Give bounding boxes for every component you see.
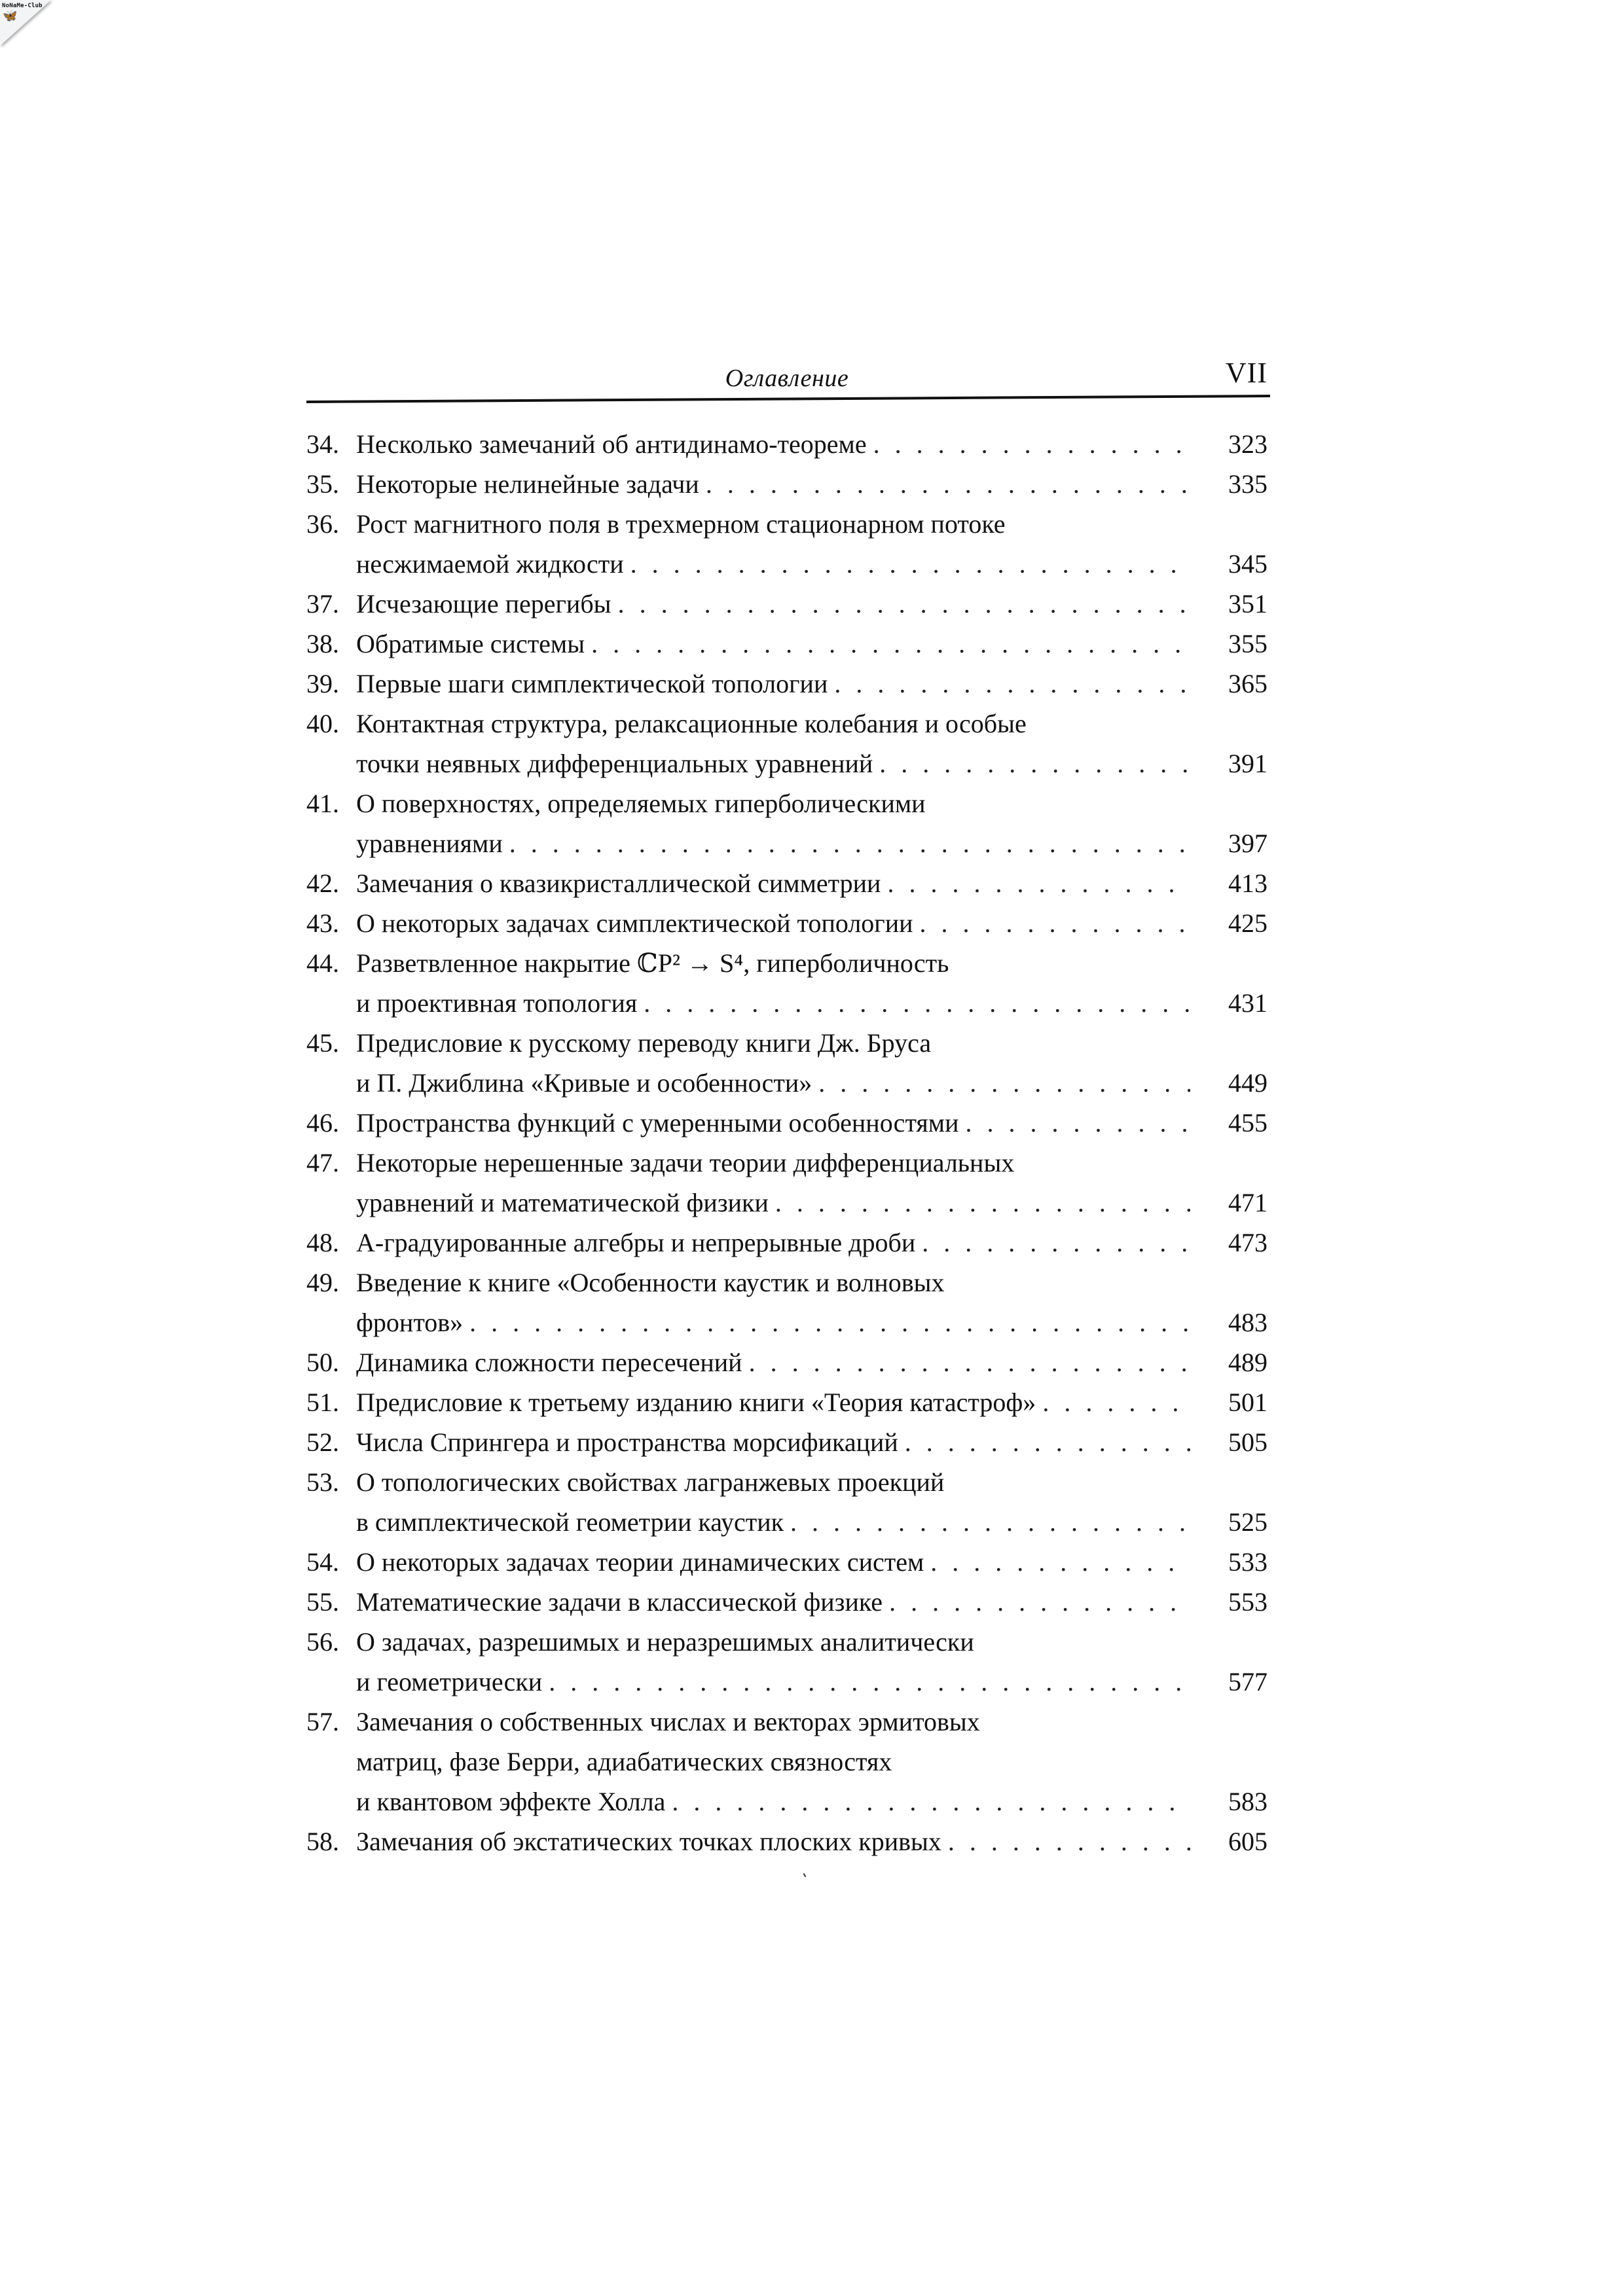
dot-leader xyxy=(549,1662,1190,1702)
dot-leader xyxy=(644,983,1190,1023)
entry-title[interactable]: точки неявных дифференциальных уравнений xyxy=(356,744,879,783)
entry-number: 42. xyxy=(306,869,339,898)
entry-number: 46. xyxy=(306,1108,339,1138)
toc-entry-line xyxy=(306,783,1267,823)
entry-number: 39. xyxy=(306,669,339,698)
entry-title[interactable]: Предисловие к третьему изданию книги «Теория катастроф» xyxy=(356,1382,1042,1422)
toc-entry[interactable] xyxy=(306,1223,1267,1263)
toc-entry[interactable] xyxy=(306,1821,1267,1861)
dot-leader xyxy=(469,1302,1190,1342)
entry-number: 50. xyxy=(306,1348,339,1377)
toc-entry[interactable] xyxy=(306,504,1267,584)
entry-number: 51. xyxy=(306,1388,339,1417)
toc-entry-line xyxy=(306,1143,1267,1183)
entry-number: 53. xyxy=(306,1467,339,1497)
toc-entry-last-line xyxy=(306,584,1267,624)
dot-leader xyxy=(509,823,1190,863)
toc-entry-last-line xyxy=(306,1582,1267,1622)
toc-entry-line xyxy=(356,1742,1267,1782)
toc-entry-line xyxy=(306,1702,1267,1742)
dot-leader xyxy=(922,1223,1190,1263)
entry-title[interactable]: О поверхностях, определяемых гиперболическими xyxy=(356,783,932,823)
toc-entry[interactable] xyxy=(306,1382,1267,1422)
entry-number: 47. xyxy=(306,1148,339,1177)
entry-title[interactable]: Предисловие к русскому переводу книги Дж. Бруса xyxy=(356,1023,938,1063)
entry-number: 49. xyxy=(306,1268,339,1297)
entry-title[interactable]: и квантовом эффекте Холла xyxy=(356,1782,672,1821)
entry-title[interactable]: Разветвленное накрытие ℂP² → S⁴, гиперболичность xyxy=(356,943,955,983)
entry-title[interactable]: Первые шаги симплектической топологии xyxy=(356,664,834,704)
page-number[interactable]: 355 xyxy=(1228,629,1267,658)
page-number[interactable]: 413 xyxy=(1228,869,1267,898)
page-number[interactable]: 605 xyxy=(1228,1827,1267,1856)
toc-entry-last-line xyxy=(356,544,1267,584)
entry-number: 38. xyxy=(306,629,339,658)
page-number[interactable]: 449 xyxy=(1228,1068,1267,1098)
dot-leader xyxy=(775,1183,1190,1223)
entry-title[interactable]: Некоторые нелинейные задачи xyxy=(356,464,706,504)
toc-entry-last-line xyxy=(306,1422,1267,1462)
entry-title[interactable]: матриц, фазе Берри, адиабатических связностях xyxy=(356,1742,898,1782)
entry-title[interactable]: уравнений и математической физики xyxy=(356,1183,775,1223)
toc-entry[interactable] xyxy=(306,1023,1267,1103)
page-number[interactable]: 553 xyxy=(1228,1587,1267,1617)
page-number[interactable]: 425 xyxy=(1228,908,1267,938)
entry-number: 45. xyxy=(306,1028,339,1058)
entry-title[interactable]: и геометрически xyxy=(356,1662,549,1702)
toc-entry-last-line xyxy=(306,1342,1267,1382)
entry-number: 57. xyxy=(306,1707,339,1736)
page-number[interactable]: 525 xyxy=(1228,1507,1267,1537)
page-number[interactable]: 577 xyxy=(1228,1667,1267,1696)
page-number[interactable]: 533 xyxy=(1228,1547,1267,1577)
toc-entry[interactable] xyxy=(306,1582,1267,1622)
dot-leader xyxy=(920,903,1190,943)
toc-entry-last-line xyxy=(306,624,1267,664)
running-head xyxy=(306,353,1267,401)
page-number[interactable]: 335 xyxy=(1228,469,1267,499)
page-number[interactable]: 483 xyxy=(1228,1308,1267,1337)
toc-entry-last-line xyxy=(306,1542,1267,1582)
page-number[interactable]: 431 xyxy=(1228,988,1267,1018)
toc-entry-line xyxy=(306,704,1267,744)
toc-entry-last-line xyxy=(356,983,1267,1023)
running-title: Оглавление xyxy=(725,365,849,392)
page-number[interactable]: 365 xyxy=(1228,669,1267,698)
scan-speck xyxy=(803,1873,807,1877)
entry-number: 43. xyxy=(306,908,339,938)
toc-entry[interactable] xyxy=(306,1263,1267,1342)
toc-entry-last-line xyxy=(356,1063,1267,1103)
toc-entry[interactable] xyxy=(306,943,1267,1023)
dot-leader xyxy=(879,744,1190,783)
dot-leader xyxy=(905,1422,1190,1462)
entry-title[interactable]: Контактная структура, релаксационные колебания и особые xyxy=(356,704,1033,744)
toc-entry[interactable] xyxy=(306,1143,1267,1223)
toc-entry-last-line xyxy=(306,1821,1267,1861)
toc-entry[interactable] xyxy=(306,1702,1267,1821)
dot-leader xyxy=(591,624,1190,664)
dot-leader xyxy=(889,1582,1190,1622)
toc-entry[interactable] xyxy=(306,704,1267,783)
dot-leader xyxy=(873,424,1190,464)
entry-title[interactable]: и проективная топология xyxy=(356,983,644,1023)
entry-title[interactable]: A-градуированные алгебры и непрерывные дроби xyxy=(356,1223,922,1263)
toc-entry[interactable] xyxy=(306,584,1267,624)
entry-title[interactable]: О топологических свойствах лагранжевых проекций xyxy=(356,1462,951,1502)
entry-number: 40. xyxy=(306,709,339,738)
toc-entry-last-line xyxy=(306,1103,1267,1143)
toc-entry-line xyxy=(306,1263,1267,1302)
toc-entry-last-line xyxy=(306,1223,1267,1263)
entry-title[interactable]: несжимаемой жидкости xyxy=(356,544,630,584)
entry-title[interactable]: Несколько замечаний об антидинамо-теореме xyxy=(356,424,873,464)
toc-entry-last-line xyxy=(356,1782,1267,1821)
toc-entry[interactable] xyxy=(306,1422,1267,1462)
entry-number: 34. xyxy=(306,429,339,459)
dot-leader xyxy=(930,1542,1190,1582)
toc-entry-last-line xyxy=(306,1382,1267,1422)
entry-title[interactable]: Замечания об экстатических точках плоских кривых xyxy=(356,1821,948,1861)
dot-leader xyxy=(749,1342,1190,1382)
entry-number: 48. xyxy=(306,1228,339,1257)
entry-number: 36. xyxy=(306,509,339,539)
entry-title[interactable]: уравнениями xyxy=(356,823,509,863)
toc-entry-last-line xyxy=(356,744,1267,783)
toc-entry-last-line xyxy=(356,1183,1267,1223)
entry-title[interactable]: О некоторых задачах симплектической топологии xyxy=(356,903,920,943)
entry-number: 56. xyxy=(306,1627,339,1657)
entry-title[interactable]: Математические задачи в классической физике xyxy=(356,1582,889,1622)
book-page xyxy=(306,353,1267,1861)
entry-number: 52. xyxy=(306,1427,339,1457)
entry-title[interactable]: Введение к книге «Особенности каустик и волновых xyxy=(356,1263,951,1302)
toc-entry-line xyxy=(306,1023,1267,1063)
entry-title[interactable]: Обратимые системы xyxy=(356,624,591,664)
toc-entry-line xyxy=(306,1462,1267,1502)
entry-title[interactable]: Некоторые нерешенные задачи теории дифференциальных xyxy=(356,1143,1021,1183)
toc-entry-last-line xyxy=(356,1502,1267,1542)
toc-entry[interactable] xyxy=(306,1542,1267,1582)
toc-entry-line xyxy=(306,1622,1267,1662)
entry-number: 54. xyxy=(306,1547,339,1577)
dot-leader xyxy=(818,1063,1190,1103)
toc-entry[interactable] xyxy=(306,863,1267,903)
toc-entry[interactable] xyxy=(306,1622,1267,1702)
page-number[interactable]: 391 xyxy=(1228,749,1267,778)
entry-title[interactable]: Числа Спрингера и пространства морсификаций xyxy=(356,1422,905,1462)
dot-leader xyxy=(672,1782,1190,1821)
watermark-brand: NoNaMe-Club xyxy=(2,3,43,9)
page-folio: VII xyxy=(1225,357,1267,389)
toc-entry[interactable] xyxy=(306,424,1267,464)
dot-leader xyxy=(948,1821,1190,1861)
dot-leader xyxy=(706,464,1190,504)
entry-title[interactable]: в симплектической геометрии каустик xyxy=(356,1502,790,1542)
page-number[interactable]: 345 xyxy=(1228,549,1267,579)
entry-title[interactable]: Замечания о собственных числах и векторах эрмитовых xyxy=(356,1702,987,1742)
entry-title[interactable]: О задачах, разрешимых и неразрешимых аналитически xyxy=(356,1622,981,1662)
entry-title[interactable]: Рост магнитного поля в трехмерном стационарном потоке xyxy=(356,504,1012,544)
toc-entry[interactable] xyxy=(306,624,1267,664)
dot-leader xyxy=(618,584,1190,624)
page-number[interactable]: 471 xyxy=(1228,1188,1267,1217)
dot-leader xyxy=(887,863,1190,903)
entry-title[interactable]: Замечания о квазикристаллической симметрии xyxy=(356,863,887,903)
toc-entry[interactable] xyxy=(306,664,1267,704)
dot-leader xyxy=(966,1103,1190,1143)
watermark-badge xyxy=(0,0,52,46)
entry-title[interactable]: фронтов» xyxy=(356,1302,469,1342)
dot-leader xyxy=(834,664,1190,704)
page-number[interactable]: 473 xyxy=(1228,1228,1267,1257)
page-number[interactable]: 397 xyxy=(1228,829,1267,858)
entry-title[interactable]: О некоторых задачах теории динамических систем xyxy=(356,1542,930,1582)
toc-entry[interactable] xyxy=(306,783,1267,863)
butterfly-icon: 🦋 xyxy=(3,9,18,22)
toc-entry[interactable] xyxy=(306,903,1267,943)
entry-number: 44. xyxy=(306,948,339,978)
page-number[interactable]: 489 xyxy=(1228,1348,1267,1377)
toc-entry-last-line xyxy=(306,664,1267,704)
toc-entry-last-line xyxy=(356,1662,1267,1702)
entry-number: 55. xyxy=(306,1587,339,1617)
toc-entry-line xyxy=(306,943,1267,983)
toc-entry-last-line xyxy=(356,1302,1267,1342)
toc-entry[interactable] xyxy=(306,1342,1267,1382)
page-number[interactable]: 501 xyxy=(1228,1388,1267,1417)
toc-entry-last-line xyxy=(306,903,1267,943)
toc-entry[interactable] xyxy=(306,464,1267,504)
entry-title[interactable]: Исчезающие перегибы xyxy=(356,584,618,624)
entry-title[interactable]: Пространства функций с умеренными особенностями xyxy=(356,1103,966,1143)
page-number[interactable]: 583 xyxy=(1228,1787,1267,1816)
page-number[interactable]: 455 xyxy=(1228,1108,1267,1138)
entry-number: 58. xyxy=(306,1827,339,1856)
toc-entry-last-line xyxy=(306,464,1267,504)
table-of-contents xyxy=(306,424,1267,1861)
entry-number: 35. xyxy=(306,469,339,499)
entry-number: 41. xyxy=(306,789,339,818)
toc-entry-last-line xyxy=(356,823,1267,863)
toc-entry[interactable] xyxy=(306,1462,1267,1542)
dot-leader xyxy=(1042,1382,1190,1422)
entry-title[interactable]: Динамика сложности пересечений xyxy=(356,1342,749,1382)
entry-number: 37. xyxy=(306,589,339,619)
toc-entry-last-line xyxy=(306,424,1267,464)
page-number[interactable]: 323 xyxy=(1228,429,1267,459)
page-number[interactable]: 505 xyxy=(1228,1427,1267,1457)
toc-entry-last-line xyxy=(306,863,1267,903)
dot-leader xyxy=(630,544,1190,584)
toc-entry[interactable] xyxy=(306,1103,1267,1143)
dot-leader xyxy=(790,1502,1190,1542)
page-number[interactable]: 351 xyxy=(1228,589,1267,619)
entry-title[interactable]: и П. Джиблина «Кривые и особенности» xyxy=(356,1063,818,1103)
toc-entry-line xyxy=(306,504,1267,544)
